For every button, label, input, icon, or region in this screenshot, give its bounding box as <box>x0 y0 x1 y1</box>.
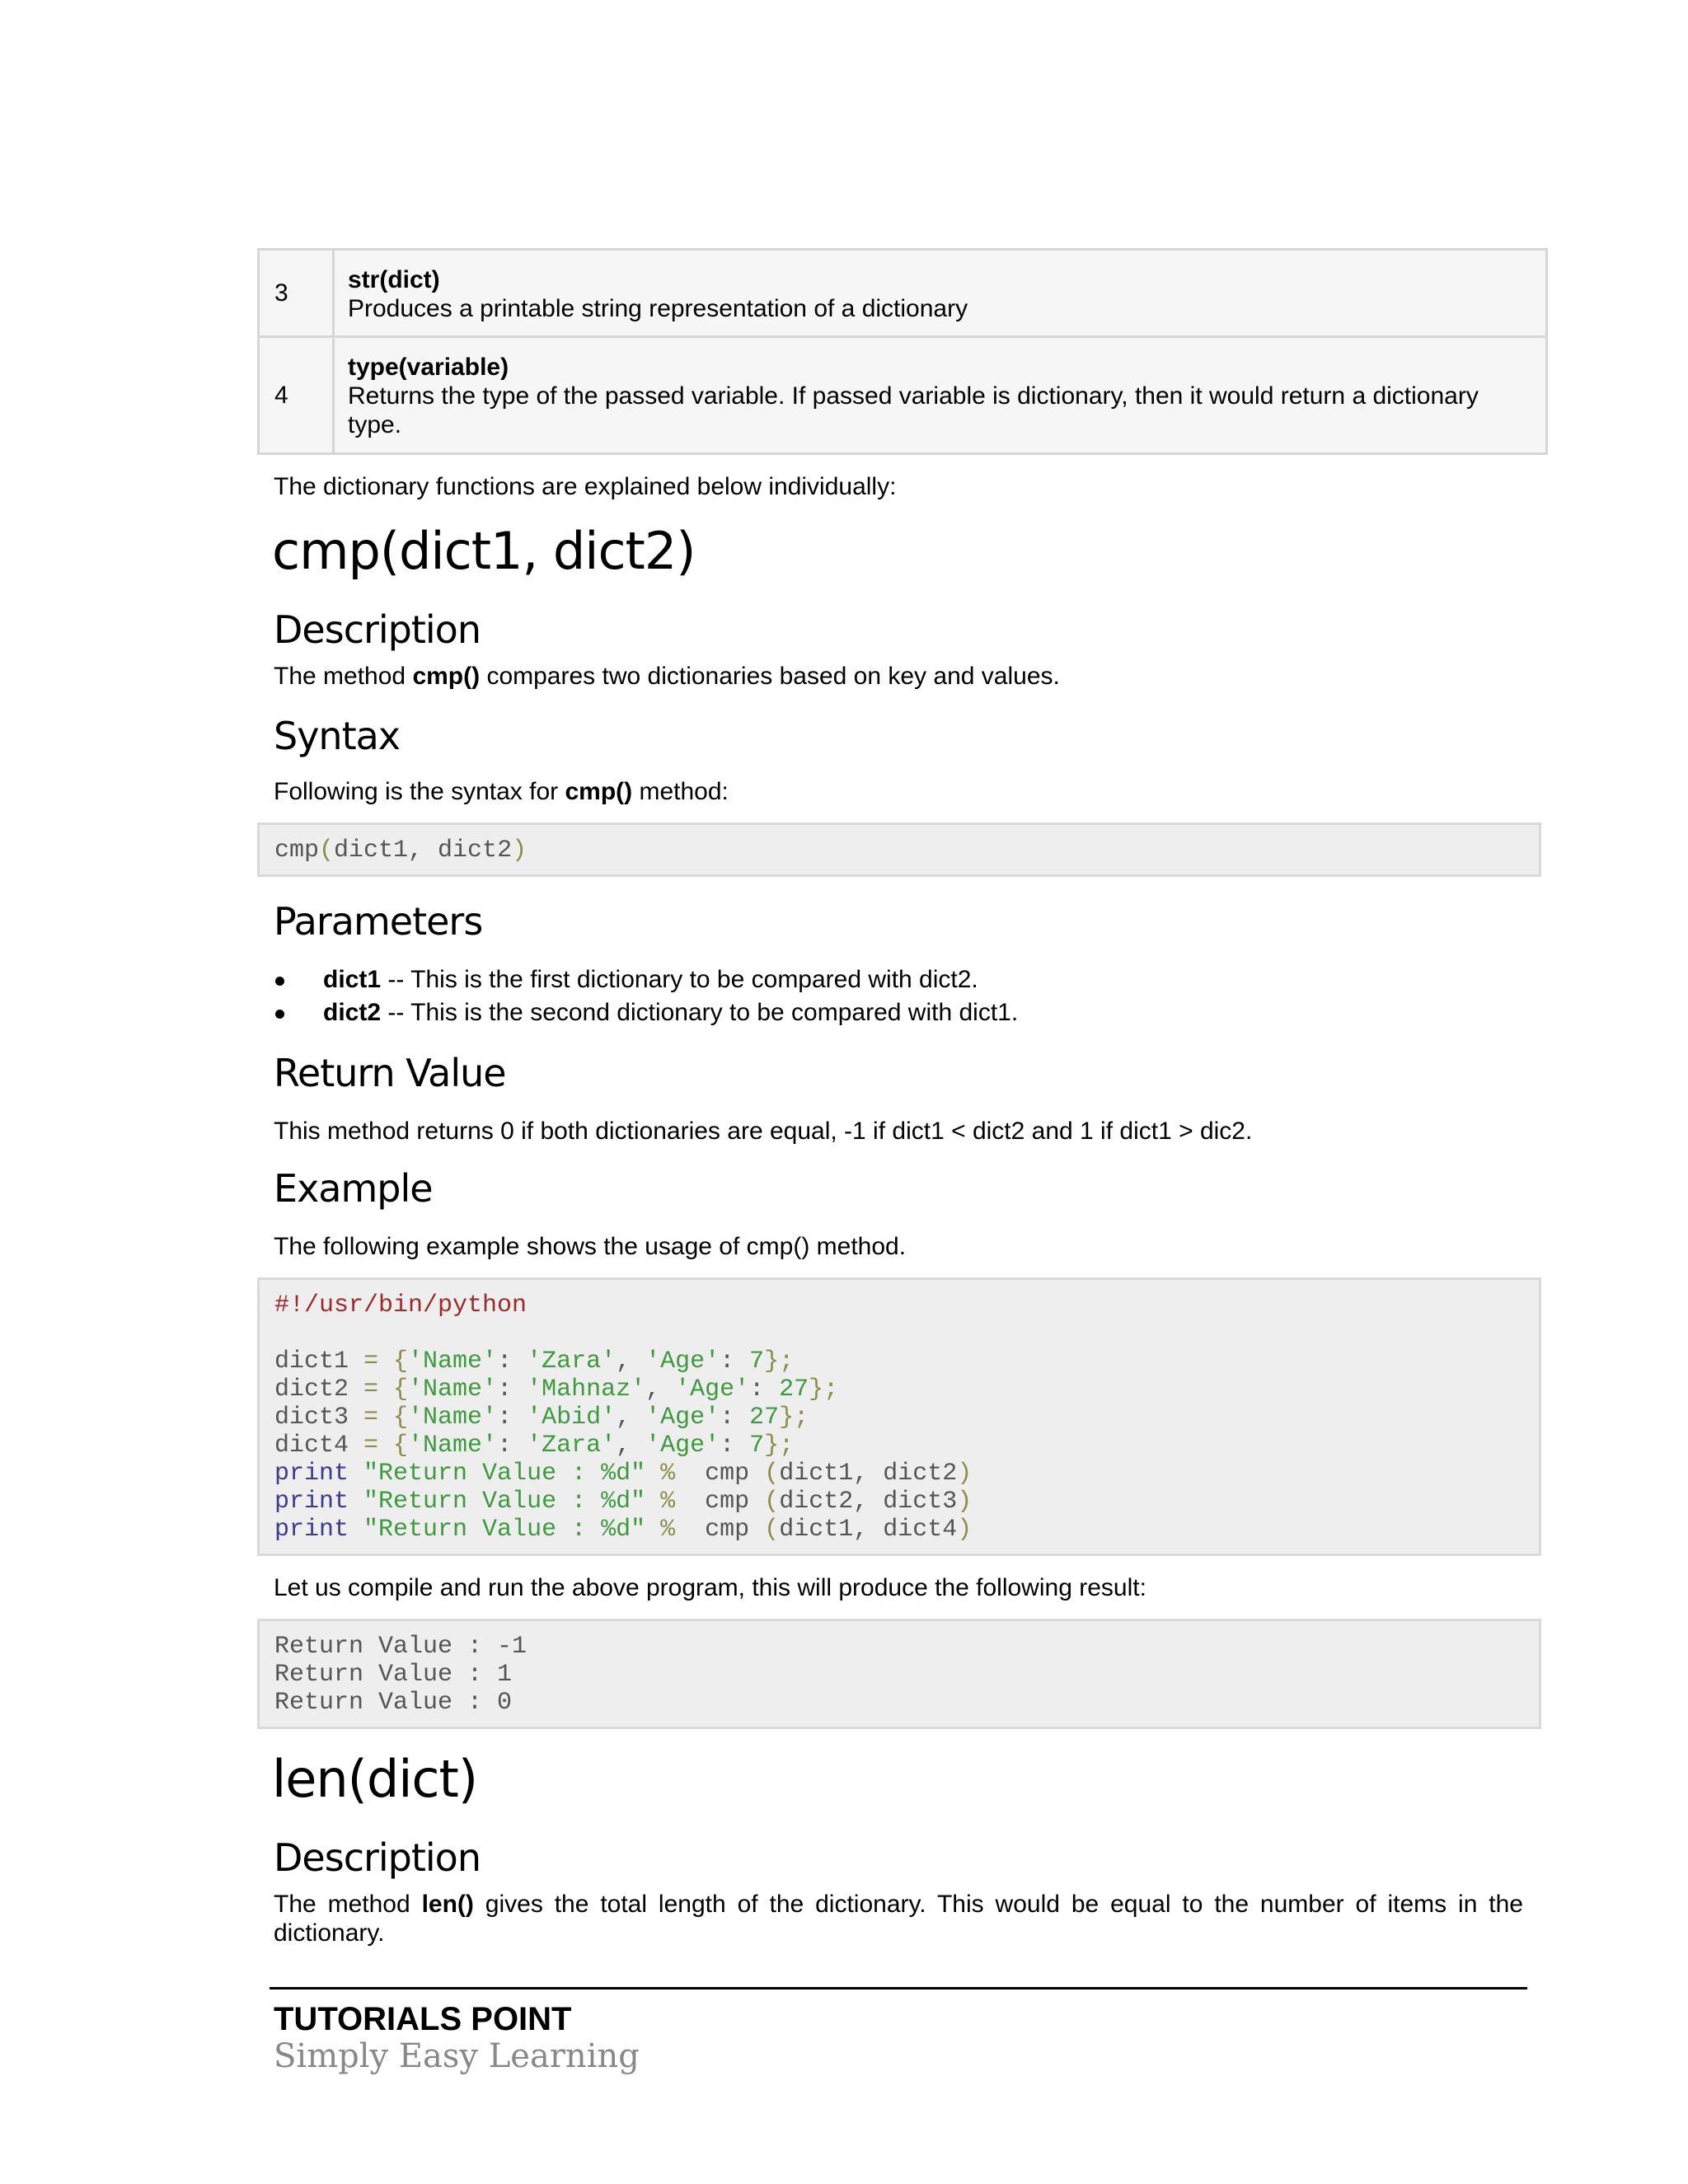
code-string: "Return Value : %d" <box>363 1460 646 1488</box>
code-paren: ) <box>957 1516 973 1544</box>
code-string: 'Abid' <box>527 1404 617 1432</box>
result-intro: Let us compile and run the above program, this will produce the following result: <box>274 1574 1146 1601</box>
code-punct: : <box>749 1376 780 1404</box>
example-code-block <box>257 1277 1541 1556</box>
code-operator: % <box>660 1488 676 1516</box>
code-number: 27 <box>779 1376 809 1404</box>
code-args: dict1, dict4 <box>779 1516 958 1544</box>
code-punct: : <box>497 1432 528 1460</box>
text: The method <box>274 663 413 690</box>
code-operator: % <box>660 1516 676 1544</box>
method-name: cmp() <box>412 663 481 690</box>
section-title-cmp: cmp(dict1, dict2) <box>272 521 696 581</box>
code-punct: , <box>616 1432 646 1460</box>
syntax-code-block <box>257 823 1541 877</box>
param-text: -- This is the first dictionary to be compared with dict2. <box>381 966 978 993</box>
section-title-len: len(dict) <box>272 1749 478 1809</box>
code-string: 'Age' <box>645 1432 720 1460</box>
param-name: dict1 <box>323 966 382 993</box>
code-operator: }; <box>764 1347 795 1376</box>
code-number: 7 <box>749 1432 765 1460</box>
code-keyword: print <box>274 1488 349 1516</box>
code-variable: dict1 <box>274 1347 349 1376</box>
code-string: 'Zara' <box>527 1432 617 1460</box>
code-number: 7 <box>749 1347 765 1376</box>
list-item <box>274 963 1018 996</box>
heading-example: Example <box>274 1166 433 1211</box>
code-string: 'Age' <box>645 1404 720 1432</box>
code-string: 'Age' <box>675 1376 750 1404</box>
code-operator: = { <box>349 1376 409 1404</box>
code-operator: }; <box>779 1404 809 1432</box>
text: Following is the syntax for <box>274 778 565 805</box>
code-comment: #!/usr/bin/python <box>274 1291 528 1319</box>
heading-parameters: Parameters <box>274 899 483 944</box>
param-text: -- This is the second dictionary to be compared with dict1. <box>381 999 1019 1026</box>
code-keyword: print <box>274 1460 349 1488</box>
return-text: This method returns 0 if both dictionaries are equal, -1 if dict1 < dict2 and 1 if dict1 > dic2. <box>274 1118 1253 1145</box>
parameters-list <box>274 963 1018 1029</box>
code-operator: = { <box>349 1404 409 1432</box>
code-args: dict2, dict3 <box>779 1488 958 1516</box>
code-function: cmp <box>705 1516 750 1544</box>
code-punct: : <box>497 1376 528 1404</box>
code-paren: ) <box>957 1488 973 1516</box>
code-number: 27 <box>749 1404 780 1432</box>
text: gives the total length of the dictionary. This would be equal to the number of items in the dictionary. <box>274 1891 1523 1947</box>
footer-tagline: Simply Easy Learning <box>274 2037 640 2075</box>
row-cell <box>334 337 1547 454</box>
code-fn: cmp <box>274 837 320 865</box>
code-string: 'Mahnaz' <box>527 1376 646 1404</box>
code-punct: : <box>720 1347 750 1376</box>
footer-brand: TUTORIALS POINT <box>274 2001 572 2037</box>
code-string: 'Zara' <box>527 1347 617 1376</box>
code-string: "Return Value : %d" <box>363 1488 646 1516</box>
result-line: Return Value : -1 <box>274 1633 528 1661</box>
code-string: 'Name' <box>408 1376 498 1404</box>
heading-syntax: Syntax <box>274 714 401 758</box>
heading-return-value: Return Value <box>274 1051 506 1095</box>
text: method: <box>632 778 729 805</box>
code-keyword: print <box>274 1516 349 1544</box>
heading-description: Description <box>274 1835 481 1880</box>
method-name: cmp() <box>565 778 633 805</box>
param-name: dict2 <box>323 999 382 1026</box>
function-description: Produces a printable string representation of a dictionary <box>348 294 968 322</box>
code-punct: , <box>645 1376 676 1404</box>
code-args: dict1, dict2 <box>334 837 513 865</box>
code-operator: }; <box>764 1432 795 1460</box>
code-operator: }; <box>809 1376 839 1404</box>
code-function: cmp <box>705 1460 750 1488</box>
len-description <box>274 1890 1523 1947</box>
dictionary-functions-table <box>257 248 1548 455</box>
code-string: "Return Value : %d" <box>363 1516 646 1544</box>
heading-description: Description <box>274 607 481 652</box>
code-paren: ( <box>319 837 335 865</box>
code-paren: ) <box>512 837 528 865</box>
code-punct: : <box>497 1347 528 1376</box>
code-string: 'Name' <box>408 1347 498 1376</box>
code-punct: , <box>616 1404 646 1432</box>
result-line: Return Value : 1 <box>274 1661 513 1689</box>
function-name: str(dict) <box>348 265 440 293</box>
result-code-block <box>257 1619 1541 1729</box>
table-row <box>259 250 1547 337</box>
code-punct: : <box>497 1404 528 1432</box>
code-variable: dict4 <box>274 1432 349 1460</box>
row-number: 3 <box>259 250 334 337</box>
result-line: Return Value : 0 <box>274 1689 513 1717</box>
code-operator: = { <box>349 1432 409 1460</box>
intro-text: The dictionary functions are explained below individually: <box>274 473 897 500</box>
row-cell <box>334 250 1547 337</box>
footer-divider <box>270 1987 1527 1990</box>
function-name: type(variable) <box>348 354 509 381</box>
code-punct: : <box>720 1404 750 1432</box>
code-paren: ( <box>764 1460 780 1488</box>
code-punct: , <box>616 1347 646 1376</box>
code-string: 'Age' <box>645 1347 720 1376</box>
code-punct: : <box>720 1432 750 1460</box>
list-item <box>274 996 1018 1029</box>
code-function: cmp <box>705 1488 750 1516</box>
code-operator: = { <box>349 1347 409 1376</box>
text: compares two dictionaries based on key and values. <box>480 663 1060 690</box>
code-paren: ( <box>764 1488 780 1516</box>
code-variable: dict2 <box>274 1376 349 1404</box>
example-text: The following example shows the usage of cmp() method. <box>274 1233 907 1260</box>
syntax-intro <box>274 777 729 806</box>
table-row <box>259 337 1547 454</box>
method-name: len() <box>421 1891 474 1918</box>
row-number: 4 <box>259 337 334 454</box>
code-string: 'Name' <box>408 1404 498 1432</box>
code-operator: % <box>660 1460 676 1488</box>
text: The method <box>274 1891 422 1918</box>
code-paren: ( <box>764 1516 780 1544</box>
code-paren: ) <box>957 1460 973 1488</box>
code-variable: dict3 <box>274 1404 349 1432</box>
cmp-description <box>274 662 1060 691</box>
code-string: 'Name' <box>408 1432 498 1460</box>
code-args: dict1, dict2 <box>779 1460 958 1488</box>
function-description: Returns the type of the passed variable. If passed variable is dictionary, then it would return a dictionary type. <box>348 382 1479 438</box>
